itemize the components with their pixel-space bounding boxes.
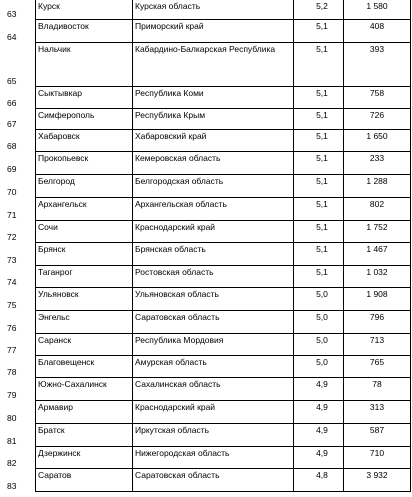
- population-cell-text: 802: [369, 199, 385, 209]
- city-cell: [35, 87, 132, 109]
- region-cell-text: Хабаровский край: [135, 131, 207, 141]
- region-cell-text: Белгородская область: [135, 176, 224, 186]
- city-cell-text: Саратов: [38, 470, 72, 480]
- region-cell: [132, 130, 293, 152]
- table-row: [0, 175, 412, 198]
- population-cell: [343, 447, 411, 469]
- population-cell-text: 233: [369, 153, 385, 163]
- region-cell: [132, 152, 293, 175]
- city-cell: [35, 401, 132, 424]
- population-cell: [343, 130, 411, 152]
- coefficient-cell-text: 5,1: [316, 131, 328, 141]
- city-cell: [35, 447, 132, 469]
- population-cell-text: 1 288: [366, 176, 388, 186]
- row-number-text: 79: [7, 390, 17, 400]
- population-cell-text: 1 908: [366, 289, 388, 299]
- coefficient-cell: [293, 130, 343, 152]
- row-number: [0, 447, 35, 469]
- region-cell: [132, 311, 293, 334]
- row-number-text: 70: [7, 187, 17, 197]
- row-number: [0, 401, 35, 424]
- city-cell: [35, 20, 132, 43]
- population-cell-text: 796: [369, 312, 385, 322]
- table-row: [0, 469, 412, 492]
- row-number-text: 64: [7, 32, 17, 42]
- city-cell: [35, 424, 132, 447]
- population-cell-text: 1 650: [366, 131, 388, 141]
- population-cell: [343, 87, 411, 109]
- city-cell-text: Южно-Сахалинск: [38, 379, 107, 389]
- coefficient-cell-text: 4,9: [316, 402, 328, 412]
- city-cell-text: Энгельс: [38, 312, 70, 322]
- coefficient-cell-text: 5,1: [316, 199, 328, 209]
- city-cell-text: Братск: [38, 425, 65, 435]
- row-number-text: 75: [7, 300, 17, 310]
- row-number-text: 78: [7, 367, 17, 377]
- coefficient-cell: [293, 334, 343, 356]
- region-cell: [132, 221, 293, 243]
- coefficient-cell-text: 5,1: [316, 222, 328, 232]
- row-number: [0, 20, 35, 43]
- row-number: [0, 243, 35, 266]
- city-cell-text: Таганрог: [38, 267, 73, 277]
- coefficient-cell-text: 5,1: [316, 153, 328, 163]
- population-cell-text: 710: [369, 448, 385, 458]
- city-cell-text: Нальчик: [38, 44, 71, 54]
- population-cell-text: 1 032: [366, 267, 388, 277]
- city-cell: [35, 311, 132, 334]
- population-cell-text: 3 932: [366, 470, 388, 480]
- region-cell: [132, 266, 293, 288]
- city-cell: [35, 266, 132, 288]
- coefficient-cell: [293, 175, 343, 198]
- table-row: [0, 20, 412, 43]
- city-cell: [35, 221, 132, 243]
- coefficient-cell-text: 5,0: [316, 335, 328, 345]
- row-number-text: 65: [7, 76, 17, 86]
- region-cell-text: Амурская область: [135, 357, 207, 367]
- row-number-text: 82: [7, 458, 17, 468]
- coefficient-cell: [293, 424, 343, 447]
- population-cell-text: 1 580: [366, 1, 388, 11]
- population-cell: [343, 401, 411, 424]
- table-row: [0, 198, 412, 221]
- population-cell: [343, 221, 411, 243]
- region-cell: [132, 356, 293, 378]
- row-number: [0, 87, 35, 109]
- region-cell: [132, 43, 293, 87]
- population-cell-text: 765: [369, 357, 385, 367]
- coefficient-cell: [293, 469, 343, 492]
- coefficient-cell-text: 4,9: [316, 425, 328, 435]
- row-number: [0, 152, 35, 175]
- row-number-text: 69: [7, 164, 17, 174]
- region-cell-text: Республика Крым: [135, 110, 206, 120]
- row-number: [0, 266, 35, 288]
- region-cell-text: Архангельская область: [135, 199, 227, 209]
- table-row: [0, 424, 412, 447]
- population-cell: [343, 334, 411, 356]
- coefficient-cell-text: 5,1: [316, 110, 328, 120]
- coefficient-cell: [293, 0, 343, 20]
- table-row: [0, 243, 412, 266]
- region-cell-text: Краснодарский край: [135, 222, 216, 232]
- city-cell: [35, 198, 132, 221]
- coefficient-cell-text: 5,0: [316, 312, 328, 322]
- city-cell: [35, 469, 132, 492]
- coefficient-cell: [293, 87, 343, 109]
- region-cell: [132, 401, 293, 424]
- region-cell: [132, 87, 293, 109]
- table-row: [0, 43, 412, 87]
- city-cell-text: Брянск: [38, 244, 66, 254]
- coefficient-cell-text: 5,1: [316, 176, 328, 186]
- coefficient-cell-text: 4,8: [316, 470, 328, 480]
- city-cell-text: Сочи: [38, 222, 58, 232]
- coefficient-cell: [293, 221, 343, 243]
- population-cell: [343, 198, 411, 221]
- population-cell-text: 78: [372, 379, 382, 389]
- population-cell-text: 587: [369, 425, 385, 435]
- city-cell: [35, 334, 132, 356]
- table-row: [0, 356, 412, 378]
- row-number: [0, 356, 35, 378]
- population-cell: [343, 311, 411, 334]
- coefficient-cell: [293, 311, 343, 334]
- region-cell-text: Ростовская область: [135, 267, 214, 277]
- region-cell-text: Саратовская область: [135, 470, 220, 480]
- coefficient-cell: [293, 266, 343, 288]
- row-number: [0, 198, 35, 221]
- row-number: [0, 43, 35, 87]
- row-number-text: 63: [7, 9, 17, 19]
- region-cell-text: Курская область: [135, 1, 201, 11]
- population-cell-text: 1 752: [366, 222, 388, 232]
- row-number: [0, 109, 35, 130]
- row-number-text: 77: [7, 345, 17, 355]
- table-row: [0, 87, 412, 109]
- population-cell-text: 313: [369, 402, 385, 412]
- region-cell-text: Кемеровская область: [135, 153, 221, 163]
- population-cell-text: 758: [369, 88, 385, 98]
- population-cell: [343, 175, 411, 198]
- region-cell: [132, 109, 293, 130]
- region-cell-text: Саратовская область: [135, 312, 220, 322]
- population-cell: [343, 424, 411, 447]
- city-cell-text: Благовещенск: [38, 357, 95, 367]
- region-cell-text: Нижегородская область: [135, 448, 230, 458]
- coefficient-cell-text: 4,9: [316, 379, 328, 389]
- table-row: [0, 378, 412, 401]
- row-number: [0, 378, 35, 401]
- coefficient-cell-text: 5,0: [316, 357, 328, 367]
- coefficient-cell: [293, 152, 343, 175]
- region-cell-text: Краснодарский край: [135, 402, 216, 412]
- city-cell: [35, 378, 132, 401]
- city-cell: [35, 288, 132, 311]
- region-cell-text: Сахалинская область: [135, 379, 221, 389]
- row-number-text: 71: [7, 210, 17, 220]
- population-cell: [343, 266, 411, 288]
- city-cell-text: Архангельск: [38, 199, 87, 209]
- row-number: [0, 130, 35, 152]
- region-cell-text: Брянская область: [135, 244, 206, 254]
- table-row: [0, 221, 412, 243]
- city-cell-text: Саранск: [38, 335, 72, 345]
- table-row: [0, 266, 412, 288]
- city-cell: [35, 243, 132, 266]
- city-cell-text: Симферополь: [38, 110, 95, 120]
- coefficient-cell-text: 5,1: [316, 267, 328, 277]
- region-cell: [132, 198, 293, 221]
- population-cell: [343, 288, 411, 311]
- coefficient-cell: [293, 288, 343, 311]
- coefficient-cell: [293, 20, 343, 43]
- row-number-text: 67: [7, 119, 17, 129]
- coefficient-cell: [293, 401, 343, 424]
- city-cell-text: Белгород: [38, 176, 75, 186]
- city-cell: [35, 43, 132, 87]
- row-number-text: 72: [7, 232, 17, 242]
- population-cell: [343, 43, 411, 87]
- region-cell: [132, 175, 293, 198]
- region-cell-text: Республика Мордовия: [135, 335, 224, 345]
- row-number-text: 80: [7, 413, 17, 423]
- region-cell-text: Кабардино-Балкарская Республика: [135, 44, 276, 54]
- population-cell: [343, 243, 411, 266]
- row-number-text: 73: [7, 255, 17, 265]
- table-row: [0, 401, 412, 424]
- population-cell: [343, 469, 411, 492]
- population-cell: [343, 0, 411, 20]
- city-cell-text: Армавир: [38, 402, 73, 412]
- city-cell: [35, 0, 132, 20]
- row-number: [0, 288, 35, 311]
- coefficient-cell-text: 5,1: [316, 44, 328, 54]
- population-cell: [343, 152, 411, 175]
- coefficient-cell: [293, 243, 343, 266]
- row-number-text: 68: [7, 141, 17, 151]
- region-cell: [132, 288, 293, 311]
- population-cell-text: 713: [369, 335, 385, 345]
- population-cell: [343, 356, 411, 378]
- population-cell: [343, 109, 411, 130]
- city-cell-text: Курск: [38, 1, 60, 11]
- city-cell: [35, 152, 132, 175]
- row-number-text: 74: [7, 277, 17, 287]
- table-row: [0, 311, 412, 334]
- region-cell-text: Ульяновская область: [135, 289, 219, 299]
- row-number: [0, 469, 35, 492]
- table-row: [0, 0, 412, 20]
- coefficient-cell: [293, 198, 343, 221]
- region-cell: [132, 0, 293, 20]
- city-cell-text: Сыктывкар: [38, 88, 82, 98]
- region-cell-text: Иркутская область: [135, 425, 210, 435]
- row-number: [0, 334, 35, 356]
- city-cell: [35, 175, 132, 198]
- row-number: [0, 311, 35, 334]
- row-number: [0, 0, 35, 20]
- table-row: [0, 334, 412, 356]
- coefficient-cell-text: 5,1: [316, 244, 328, 254]
- row-number-text: 66: [7, 98, 17, 108]
- region-cell: [132, 447, 293, 469]
- coefficient-cell-text: 4,9: [316, 448, 328, 458]
- region-cell: [132, 20, 293, 43]
- city-cell-text: Ульяновск: [38, 289, 79, 299]
- region-cell: [132, 243, 293, 266]
- population-cell-text: 726: [369, 110, 385, 120]
- row-number-text: 81: [7, 436, 17, 446]
- population-cell-text: 408: [369, 21, 385, 31]
- row-number: [0, 221, 35, 243]
- table-row: [0, 130, 412, 152]
- table-row: [0, 288, 412, 311]
- region-cell: [132, 424, 293, 447]
- row-number: [0, 424, 35, 447]
- region-cell-text: Приморский край: [135, 21, 204, 31]
- coefficient-cell-text: 5,1: [316, 21, 328, 31]
- population-cell-text: 1 467: [366, 244, 388, 254]
- population-cell: [343, 20, 411, 43]
- coefficient-cell: [293, 356, 343, 378]
- region-cell: [132, 378, 293, 401]
- city-cell-text: Прокопьевск: [38, 153, 89, 163]
- row-number-text: 83: [7, 481, 17, 491]
- table-row: [0, 447, 412, 469]
- region-cell: [132, 334, 293, 356]
- coefficient-cell-text: 5,1: [316, 88, 328, 98]
- coefficient-cell: [293, 447, 343, 469]
- city-cell-text: Хабаровск: [38, 131, 80, 141]
- row-number: [0, 175, 35, 198]
- coefficient-cell: [293, 109, 343, 130]
- region-cell-text: Республика Коми: [135, 88, 204, 98]
- coefficient-cell: [293, 43, 343, 87]
- coefficient-cell-text: 5,2: [316, 1, 328, 11]
- coefficient-cell: [293, 378, 343, 401]
- city-cell: [35, 109, 132, 130]
- city-cell: [35, 130, 132, 152]
- city-cell: [35, 356, 132, 378]
- city-cell-text: Дзержинск: [38, 448, 81, 458]
- table-row: [0, 152, 412, 175]
- table-row: [0, 109, 412, 130]
- population-cell-text: 393: [369, 44, 385, 54]
- region-cell: [132, 469, 293, 492]
- city-cell-text: Владивосток: [38, 21, 89, 31]
- row-number-text: 76: [7, 323, 17, 333]
- coefficient-cell-text: 5,0: [316, 289, 328, 299]
- population-cell: [343, 378, 411, 401]
